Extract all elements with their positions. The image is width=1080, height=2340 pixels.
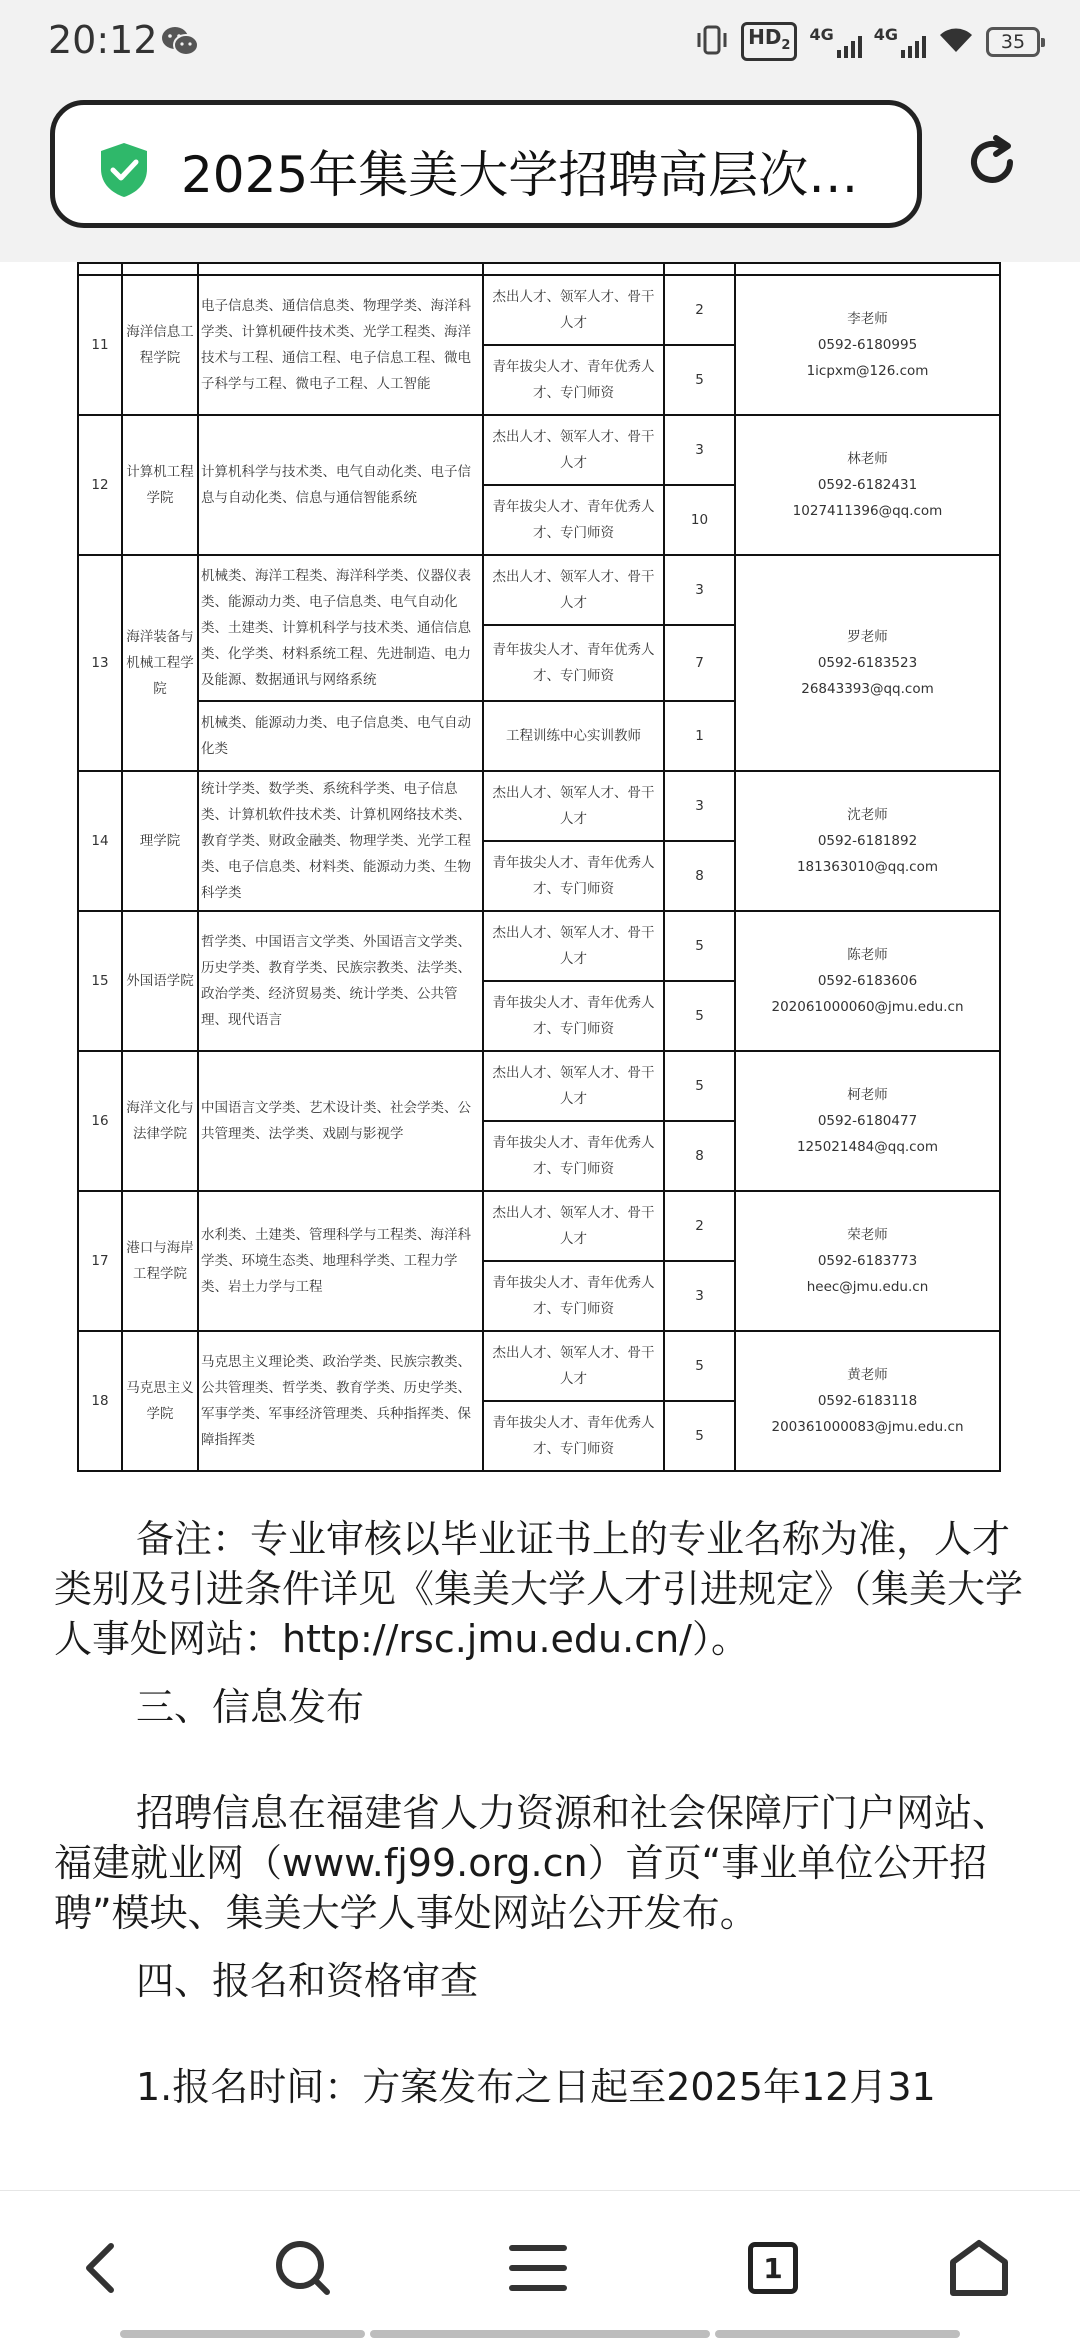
college-name: 海洋信息工程学院 <box>122 275 198 415</box>
category-cell: 杰出人才、领军人才、骨干人才 <box>483 1191 664 1261</box>
menu-button[interactable] <box>503 2233 573 2303</box>
section4-item1: 1.报名时间：方案发布之日起至2025年12月31 <box>136 2065 936 2109</box>
contact-cell <box>735 911 1000 1051</box>
contact-cell <box>735 415 1000 555</box>
college-name: 海洋装备与机械工程学院 <box>122 555 198 771</box>
tab-count: 1 <box>748 2242 798 2294</box>
category-cell: 青年拔尖人才、青年优秀人才、专门师资 <box>483 1121 664 1191</box>
contact-phone: 0592-6181892 <box>817 833 918 849</box>
count-cell: 3 <box>664 555 735 625</box>
chevron-left-icon <box>81 2240 121 2296</box>
recruitment-table <box>77 262 1001 1472</box>
status-bar <box>0 0 1080 86</box>
contact-phone: 0592-6183523 <box>817 655 918 671</box>
category-cell: 杰出人才、领军人才、骨干人才 <box>483 771 664 841</box>
category-cell: 杰出人才、领军人才、骨干人才 <box>483 555 664 625</box>
category-cell: 杰出人才、领军人才、骨干人才 <box>483 1051 664 1121</box>
college-name: 海洋文化与法律学院 <box>122 1051 198 1191</box>
category-cell: 杰出人才、领军人才、骨干人才 <box>483 415 664 485</box>
college-name: 马克思主义学院 <box>122 1331 198 1471</box>
contact-email: 1icpxm@126.com <box>806 363 929 379</box>
contact-cell <box>735 275 1000 415</box>
count-cell: 8 <box>664 1121 735 1191</box>
category-cell: 青年拔尖人才、青年优秀人才、专门师资 <box>483 1401 664 1471</box>
college-name: 港口与海岸工程学院 <box>122 1191 198 1331</box>
gesture-bar-center <box>370 2330 710 2338</box>
table-row <box>78 911 1000 981</box>
signal-1 <box>809 25 861 58</box>
signal-2 <box>874 25 926 58</box>
hd-label: HD <box>748 25 782 49</box>
contact-phone: 0592-6182431 <box>817 477 918 493</box>
count-cell: 2 <box>664 1191 735 1261</box>
section3-heading: 三、信息发布 <box>136 1685 365 1729</box>
table-row <box>78 771 1000 841</box>
category-cell: 杰出人才、领军人才、骨干人才 <box>483 911 664 981</box>
count-cell: 5 <box>664 981 735 1051</box>
status-time: 20:12 <box>48 18 158 62</box>
contact-email: 125021484@qq.com <box>796 1139 939 1155</box>
table-row <box>78 1051 1000 1121</box>
category-cell: 杰出人才、领军人才、骨干人才 <box>483 275 664 345</box>
row-number: 12 <box>78 415 122 555</box>
wechat-icon <box>160 24 200 64</box>
wifi-icon <box>938 26 974 58</box>
table-row <box>78 415 1000 485</box>
contact-cell <box>735 1331 1000 1471</box>
battery-level: 35 <box>1000 30 1026 53</box>
contact-email: heec@jmu.edu.cn <box>806 1279 929 1295</box>
category-cell: 青年拔尖人才、青年优秀人才、专门师资 <box>483 981 664 1051</box>
count-cell: 8 <box>664 841 735 911</box>
table-row <box>78 555 1000 625</box>
battery-indicator <box>986 27 1040 57</box>
count-cell: 7 <box>664 625 735 701</box>
contact-phone: 0592-6183773 <box>817 1253 918 1269</box>
college-name: 理学院 <box>122 771 198 911</box>
category-cell: 青年拔尖人才、青年优秀人才、专门师资 <box>483 1261 664 1331</box>
signal-bars-icon <box>836 34 862 58</box>
contact-phone: 0592-6180995 <box>817 337 918 353</box>
secure-shield-icon <box>97 141 151 203</box>
contact-cell <box>735 1051 1000 1191</box>
count-cell: 2 <box>664 275 735 345</box>
row-number: 11 <box>78 275 122 415</box>
hd-badge <box>741 22 797 61</box>
college-name: 外国语学院 <box>122 911 198 1051</box>
contact-name: 黄老师 <box>847 1367 888 1383</box>
contact-name: 林老师 <box>847 451 888 467</box>
count-cell: 5 <box>664 1051 735 1121</box>
category-cell: 工程训练中心实训教师 <box>483 701 664 771</box>
document-view[interactable] <box>0 262 1080 2190</box>
section4-heading: 四、报名和资格审查 <box>136 1959 479 2003</box>
address-bar[interactable] <box>50 100 922 228</box>
contact-name: 李老师 <box>847 311 888 327</box>
majors-cell: 统计学类、数学类、系统科学类、电子信息类、计算机软件技术类、计算机网络技术类、教育学类、财政金融类、物理学类、光学工程类、电子信息类、材料类、能源动力类、生物科学类 <box>198 771 483 911</box>
row-number: 13 <box>78 555 122 771</box>
count-cell: 3 <box>664 1261 735 1331</box>
contact-phone: 0592-6183118 <box>817 1393 918 1409</box>
count-cell: 5 <box>664 1331 735 1401</box>
majors-cell: 马克思主义理论类、政治学类、民族宗教类、公共管理类、哲学类、教育学类、历史学类、军事学类、军事经济管理类、兵种指挥类、保障指挥类 <box>198 1331 483 1471</box>
majors-cell: 中国语言文学类、艺术设计类、社会学类、公共管理类、法学类、戏剧与影视学 <box>198 1051 483 1191</box>
contact-email: 26843393@qq.com <box>801 681 934 697</box>
reload-icon[interactable] <box>962 132 1022 196</box>
college-name: 计算机工程学院 <box>122 415 198 555</box>
row-number: 15 <box>78 911 122 1051</box>
contact-name: 罗老师 <box>847 629 888 645</box>
contact-phone: 0592-6183606 <box>817 973 918 989</box>
count-cell: 1 <box>664 701 735 771</box>
count-cell: 3 <box>664 415 735 485</box>
home-button[interactable] <box>944 2233 1014 2303</box>
contact-email: 202061000060@jmu.edu.cn <box>771 999 964 1015</box>
majors-cell: 哲学类、中国语言文学类、外国语言文学类、历史学类、教育学类、民族宗教类、法学类、政治学类、经济贸易类、统计学类、公共管理、现代语言 <box>198 911 483 1051</box>
count-cell: 3 <box>664 771 735 841</box>
hd-sub: 2 <box>781 38 791 53</box>
category-cell: 青年拔尖人才、青年优秀人才、专门师资 <box>483 841 664 911</box>
contact-cell <box>735 1191 1000 1331</box>
gesture-bar-right <box>715 2330 960 2338</box>
count-cell: 10 <box>664 485 735 555</box>
contact-name: 柯老师 <box>847 1087 888 1103</box>
home-icon <box>948 2238 1010 2298</box>
count-cell: 5 <box>664 345 735 415</box>
contact-email: 200361000083@jmu.edu.cn <box>771 1419 964 1435</box>
recruitment-table-wrap <box>77 262 1001 1472</box>
majors-cell: 计算机科学与技术类、电气自动化类、电子信息与自动化类、信息与通信智能系统 <box>198 415 483 555</box>
browser-toolbar <box>0 86 1080 262</box>
contact-name: 陈老师 <box>847 947 888 963</box>
gesture-bar-left <box>120 2330 365 2338</box>
back-button[interactable] <box>66 2233 136 2303</box>
category-cell: 青年拔尖人才、青年优秀人才、专门师资 <box>483 625 664 701</box>
search-button[interactable] <box>268 2233 338 2303</box>
majors-cell: 机械类、能源动力类、电子信息类、电气自动化类 <box>198 701 483 771</box>
contact-name: 荣老师 <box>847 1227 888 1243</box>
table-row <box>78 1191 1000 1261</box>
majors-cell: 机械类、海洋工程类、海洋科学类、仪器仪表类、能源动力类、电子信息类、电气自动化类、土建类、计算机科学与技术类、通信信息类、化学类、材料系统工程、先进制造、电力及能源、数据通讯与网络系统 <box>198 555 483 701</box>
category-cell: 青年拔尖人才、青年优秀人才、专门师资 <box>483 345 664 415</box>
contact-cell <box>735 771 1000 911</box>
count-cell: 5 <box>664 911 735 981</box>
category-cell: 杰出人才、领军人才、骨干人才 <box>483 1331 664 1401</box>
net2-label: 4G <box>873 25 898 44</box>
net1-label: 4G <box>809 25 834 44</box>
majors-cell: 电子信息类、通信信息类、物理学类、海洋科学类、计算机硬件技术类、光学工程类、海洋技术与工程、通信工程、电子信息工程、微电子科学与工程、微电子工程、人工智能 <box>198 275 483 415</box>
status-icons <box>695 22 1040 61</box>
table-row <box>78 1331 1000 1401</box>
tabs-button[interactable] <box>738 2233 808 2303</box>
table-row <box>78 275 1000 345</box>
contact-email: 181363010@qq.com <box>796 859 939 875</box>
contact-name: 沈老师 <box>847 807 888 823</box>
page-title[interactable]: 2025年集美大学招聘高层次… <box>181 146 859 204</box>
bottom-nav <box>0 2190 1080 2340</box>
row-number: 16 <box>78 1051 122 1191</box>
row-number: 14 <box>78 771 122 911</box>
row-number: 17 <box>78 1191 122 1331</box>
vibrate-icon <box>695 23 729 61</box>
majors-cell: 水利类、土建类、管理科学与工程类、海洋科学类、环境生态类、地理科学类、工程力学类、岩土力学与工程 <box>198 1191 483 1331</box>
signal-bars-icon <box>900 34 926 58</box>
count-cell: 5 <box>664 1401 735 1471</box>
contact-phone: 0592-6180477 <box>817 1113 918 1129</box>
section3-body: 招聘信息在福建省人力资源和社会保障厅门户网站、福建就业网（www.fj99.org.cn）首页“事业单位公开招聘”模块、集美大学人事处网站公开发布。 <box>54 1791 1011 1935</box>
menu-icon <box>509 2243 567 2293</box>
note-paragraph: 备注：专业审核以毕业证书上的专业名称为准，人才类别及引进条件详见《集美大学人才引进规定》（集美大学人事处网站：http://rsc.jmu.edu.cn/）。 <box>54 1517 1024 1661</box>
table-row-cut <box>78 263 1000 275</box>
contact-email: 1027411396@qq.com <box>792 503 943 519</box>
search-icon <box>274 2239 332 2297</box>
row-number: 18 <box>78 1331 122 1471</box>
category-cell: 青年拔尖人才、青年优秀人才、专门师资 <box>483 485 664 555</box>
contact-cell <box>735 555 1000 771</box>
